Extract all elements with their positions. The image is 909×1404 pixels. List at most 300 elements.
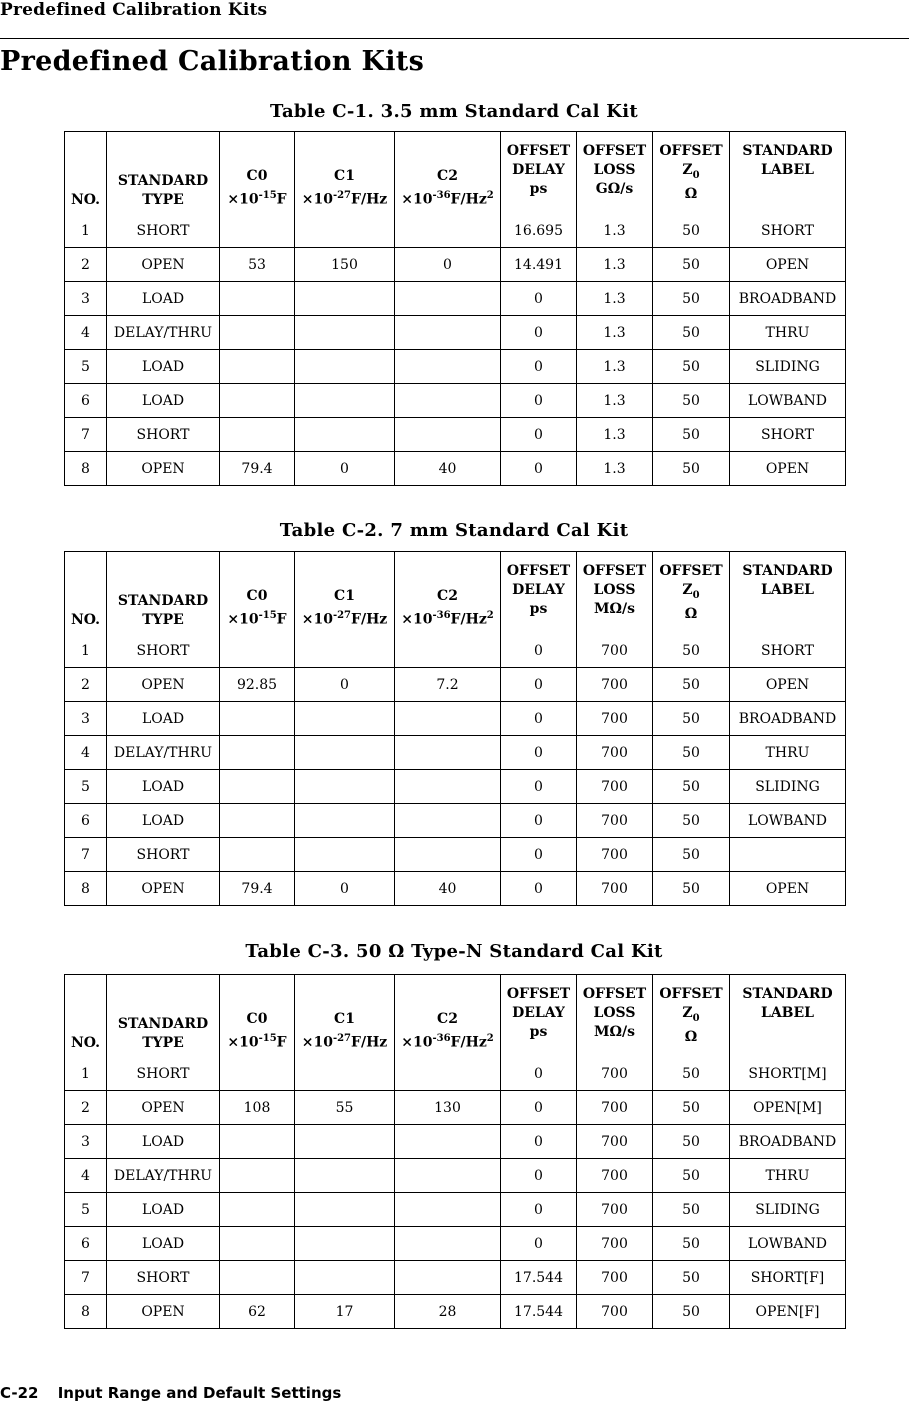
table-row: [65, 418, 846, 452]
cell-standard-label: [730, 838, 846, 872]
cell-c1: [295, 838, 395, 872]
cell-no: 3: [65, 1125, 107, 1159]
col-header-c1: [295, 975, 395, 1058]
cell-offset-delay: 0: [501, 282, 577, 316]
cell-no: 4: [65, 736, 107, 770]
cell-offset-delay: 0: [501, 872, 577, 906]
cell-standard-type: OPEN: [107, 1091, 220, 1125]
cell-c2: [395, 1261, 501, 1295]
cell-c0: [220, 1159, 295, 1193]
header-row: [65, 132, 846, 215]
cell-c1: [295, 1227, 395, 1261]
cell-c1: [295, 770, 395, 804]
cell-standard-type: SHORT: [107, 1057, 220, 1091]
cell-c2: [395, 1227, 501, 1261]
header-text: C2: [437, 588, 458, 605]
cell-standard-label: SLIDING: [730, 770, 846, 804]
cell-offset-delay: 0: [501, 452, 577, 486]
cell-offset-z0: 50: [653, 316, 730, 350]
cell-offset-loss: 700: [577, 1125, 653, 1159]
cell-no: 7: [65, 1261, 107, 1295]
cell-offset-z0: 50: [653, 872, 730, 906]
cell-offset-delay: 0: [501, 838, 577, 872]
cell-c1: [295, 282, 395, 316]
cell-standard-type: SHORT: [107, 838, 220, 872]
cell-standard-label: LOWBAND: [730, 804, 846, 838]
cell-offset-z0: 50: [653, 668, 730, 702]
cell-offset-delay: 14.491: [501, 248, 577, 282]
cell-offset-loss: 700: [577, 872, 653, 906]
col-header-c0: [220, 552, 295, 635]
header-text: OFFSET: [582, 986, 647, 1002]
col-header-c1: [295, 552, 395, 635]
cell-no: 1: [65, 1057, 107, 1091]
header-text: GΩ/s: [595, 181, 634, 197]
cell-standard-type: OPEN: [107, 668, 220, 702]
cell-standard-type: DELAY/THRU: [107, 1159, 220, 1193]
cell-c2: [395, 1125, 501, 1159]
cell-standard-label: BROADBAND: [730, 282, 846, 316]
cell-c0: [220, 1261, 295, 1295]
header-text: OFFSET: [582, 143, 647, 159]
header-text: Ω: [684, 1028, 698, 1045]
table-row: [65, 702, 846, 736]
page-title: Predefined Calibration Kits: [0, 46, 425, 77]
cell-c2: [395, 736, 501, 770]
cell-standard-type: LOAD: [107, 384, 220, 418]
cell-standard-label: THRU: [730, 736, 846, 770]
col-header-offset-z0: [653, 552, 730, 635]
header-text: C1: [334, 168, 355, 185]
cell-offset-loss: 1.3: [577, 282, 653, 316]
header-text: NO.: [70, 612, 101, 628]
subscript: 0: [692, 169, 700, 181]
header-text: Z: [682, 582, 693, 598]
cell-c2: [395, 384, 501, 418]
cell-standard-label: OPEN[F]: [730, 1295, 846, 1329]
table-row: [65, 872, 846, 906]
header-text: F/Hz: [450, 1035, 487, 1051]
cell-c2: 0: [395, 248, 501, 282]
col-header-no: [65, 132, 107, 215]
cell-c1: [295, 384, 395, 418]
table-row: [65, 214, 846, 248]
header-text: TYPE: [142, 1035, 184, 1051]
cell-offset-loss: 700: [577, 634, 653, 668]
cell-offset-delay: 0: [501, 1125, 577, 1159]
cell-offset-loss: 700: [577, 1159, 653, 1193]
cell-offset-delay: 0: [501, 1057, 577, 1091]
table-row: [65, 316, 846, 350]
col-header-no: [65, 552, 107, 635]
table-row: [65, 1159, 846, 1193]
col-header-offset-z0: [653, 132, 730, 215]
cell-standard-type: SHORT: [107, 634, 220, 668]
cell-c0: 53: [220, 248, 295, 282]
cell-offset-delay: 0: [501, 736, 577, 770]
cell-c2: [395, 838, 501, 872]
cell-offset-loss: 1.3: [577, 214, 653, 248]
cell-no: 5: [65, 770, 107, 804]
header-text: TYPE: [142, 192, 184, 208]
header-text: Ω: [684, 185, 698, 202]
table-caption: Table C-1. 3.5 mm Standard Cal Kit: [269, 101, 638, 122]
header-text: ×10: [401, 1035, 433, 1051]
header-text: Ω: [684, 605, 698, 622]
cell-c0: [220, 736, 295, 770]
cell-c0: [220, 702, 295, 736]
table-row: [65, 384, 846, 418]
cell-c0: [220, 1193, 295, 1227]
cell-offset-z0: 50: [653, 248, 730, 282]
header-rule: [0, 38, 909, 39]
header-text: F/Hz: [450, 192, 487, 208]
cell-offset-delay: 0: [501, 668, 577, 702]
header-text: TYPE: [142, 612, 184, 628]
header-text: OFFSET: [659, 563, 723, 579]
cell-offset-loss: 700: [577, 770, 653, 804]
cell-offset-delay: 0: [501, 1159, 577, 1193]
cell-standard-label: OPEN[M]: [730, 1091, 846, 1125]
cell-offset-delay: 0: [501, 634, 577, 668]
cell-offset-loss: 700: [577, 1261, 653, 1295]
cell-offset-z0: 50: [653, 282, 730, 316]
col-header-standard-label: [730, 132, 846, 215]
cell-c0: 92.85: [220, 668, 295, 702]
col-header-c0: [220, 132, 295, 215]
header-text: STANDARD: [117, 1016, 209, 1032]
cell-c1: [295, 1261, 395, 1295]
cell-no: 1: [65, 634, 107, 668]
cell-no: 5: [65, 350, 107, 384]
cell-no: 6: [65, 384, 107, 418]
cell-c1: [295, 1125, 395, 1159]
cell-no: 8: [65, 872, 107, 906]
cell-c2: [395, 1193, 501, 1227]
cell-c0: [220, 1125, 295, 1159]
cell-offset-delay: 0: [501, 1091, 577, 1125]
exponent: 2: [486, 190, 494, 202]
cell-c2: [395, 702, 501, 736]
cell-c2: 40: [395, 872, 501, 906]
cell-standard-type: SHORT: [107, 214, 220, 248]
cell-no: 6: [65, 1227, 107, 1261]
cell-offset-z0: 50: [653, 1261, 730, 1295]
exponent: -27: [332, 1033, 352, 1045]
header-text: F/Hz: [351, 612, 388, 628]
cell-offset-delay: 16.695: [501, 214, 577, 248]
header-text: LABEL: [760, 162, 815, 178]
cell-c0: 62: [220, 1295, 295, 1329]
cell-offset-delay: 0: [501, 702, 577, 736]
header-text: MΩ/s: [594, 601, 635, 617]
cell-no: 3: [65, 702, 107, 736]
cell-standard-type: SHORT: [107, 418, 220, 452]
cell-offset-loss: 1.3: [577, 418, 653, 452]
cell-c2: [395, 282, 501, 316]
header-text: ×10: [227, 192, 259, 208]
col-header-offset-delay: [501, 552, 577, 635]
cell-offset-delay: 0: [501, 1227, 577, 1261]
header-text: NO.: [70, 192, 101, 208]
header-text: ×10: [301, 1035, 333, 1051]
cell-c1: [295, 316, 395, 350]
header-text: NO.: [70, 1035, 101, 1051]
col-header-c2: [395, 552, 501, 635]
cell-standard-label: SLIDING: [730, 350, 846, 384]
cell-no: 2: [65, 1091, 107, 1125]
cell-c2: [395, 418, 501, 452]
header-text: DELAY: [512, 582, 565, 598]
col-header-offset-loss: [577, 132, 653, 215]
cell-offset-delay: 0: [501, 1193, 577, 1227]
cell-offset-loss: 700: [577, 1193, 653, 1227]
header-text: ps: [529, 1024, 548, 1040]
cell-offset-z0: 50: [653, 702, 730, 736]
cell-c2: [395, 350, 501, 384]
cell-standard-label: SLIDING: [730, 1193, 846, 1227]
cell-standard-type: OPEN: [107, 248, 220, 282]
header-text: STANDARD: [742, 563, 833, 579]
table-row: [65, 282, 846, 316]
header-text: ×10: [227, 612, 259, 628]
cell-c1: 0: [295, 872, 395, 906]
cell-c0: [220, 418, 295, 452]
cell-c2: [395, 804, 501, 838]
table-row: [65, 350, 846, 384]
table-row: [65, 838, 846, 872]
cell-standard-type: OPEN: [107, 1295, 220, 1329]
header-text: F/Hz: [351, 1035, 388, 1051]
cell-no: 8: [65, 452, 107, 486]
header-text: ×10: [401, 192, 433, 208]
cell-offset-loss: 1.3: [577, 452, 653, 486]
cell-standard-label: LOWBAND: [730, 1227, 846, 1261]
cell-offset-loss: 700: [577, 1295, 653, 1329]
cell-offset-loss: 1.3: [577, 384, 653, 418]
cell-standard-type: LOAD: [107, 1125, 220, 1159]
header-text: STANDARD: [742, 143, 833, 159]
cell-offset-delay: 0: [501, 384, 577, 418]
cell-offset-z0: 50: [653, 1227, 730, 1261]
header-text: C2: [437, 1011, 458, 1028]
exponent: -36: [432, 610, 451, 622]
cell-c1: 0: [295, 452, 395, 486]
header-text: OFFSET: [659, 143, 723, 159]
cell-offset-loss: 700: [577, 1057, 653, 1091]
cell-offset-z0: 50: [653, 770, 730, 804]
header-text: ×10: [301, 612, 333, 628]
cell-standard-type: LOAD: [107, 282, 220, 316]
cell-c1: [295, 1193, 395, 1227]
cell-c0: [220, 804, 295, 838]
cell-standard-type: LOAD: [107, 1193, 220, 1227]
header-text: OFFSET: [659, 986, 723, 1002]
cell-c0: [220, 214, 295, 248]
table-row: [65, 668, 846, 702]
header-text: ps: [529, 181, 548, 197]
header-text: C1: [334, 588, 355, 605]
table-row: [65, 248, 846, 282]
header-text: C0: [246, 588, 268, 605]
cell-offset-z0: 50: [653, 1159, 730, 1193]
cell-standard-label: SHORT: [730, 214, 846, 248]
cell-c0: [220, 634, 295, 668]
table-row: [65, 1295, 846, 1329]
cell-no: 1: [65, 214, 107, 248]
header-text: OFFSET: [582, 563, 647, 579]
cell-no: 2: [65, 668, 107, 702]
cell-standard-label: SHORT[F]: [730, 1261, 846, 1295]
exponent: -36: [432, 190, 451, 202]
col-header-standard-type: [107, 975, 220, 1058]
page-footer: [0, 1384, 355, 1402]
header-text: STANDARD: [742, 986, 833, 1002]
cell-c0: [220, 384, 295, 418]
header-text: OFFSET: [506, 986, 571, 1002]
header-text: OFFSET: [506, 563, 571, 579]
cell-c0: [220, 350, 295, 384]
table-row: [65, 1227, 846, 1261]
header-text: ps: [529, 601, 548, 617]
table-row: [65, 1091, 846, 1125]
header-text: LOSS: [593, 1005, 636, 1021]
cell-c2: [395, 316, 501, 350]
subscript: 0: [692, 1012, 700, 1024]
col-header-c1: [295, 132, 395, 215]
cell-offset-loss: 700: [577, 736, 653, 770]
cell-c0: [220, 1227, 295, 1261]
cell-c0: [220, 838, 295, 872]
header-text: DELAY: [512, 1005, 565, 1021]
cell-no: 7: [65, 418, 107, 452]
cell-no: 6: [65, 804, 107, 838]
cell-c2: [395, 1057, 501, 1091]
cell-offset-z0: 50: [653, 350, 730, 384]
cell-offset-z0: 50: [653, 452, 730, 486]
exponent: -15: [258, 190, 277, 202]
header-text: OFFSET: [506, 143, 571, 159]
cell-offset-loss: 1.3: [577, 248, 653, 282]
cell-offset-z0: 50: [653, 838, 730, 872]
col-header-standard-type: [107, 552, 220, 635]
cell-no: 3: [65, 282, 107, 316]
table-row: [65, 452, 846, 486]
header-text: F: [276, 612, 287, 628]
header-text: F: [276, 1035, 287, 1051]
cell-standard-label: THRU: [730, 316, 846, 350]
cell-standard-label: BROADBAND: [730, 702, 846, 736]
cell-no: 5: [65, 1193, 107, 1227]
cell-c2: 40: [395, 452, 501, 486]
cell-c1: 0: [295, 668, 395, 702]
table-row: [65, 634, 846, 668]
cell-no: 7: [65, 838, 107, 872]
header-text: STANDARD: [117, 593, 209, 609]
table-row: [65, 736, 846, 770]
cal-kit-table: [64, 551, 846, 906]
col-header-offset-z0: [653, 975, 730, 1058]
cell-c0: [220, 770, 295, 804]
cell-offset-loss: 1.3: [577, 350, 653, 384]
cell-offset-loss: 1.3: [577, 316, 653, 350]
cell-offset-z0: 50: [653, 1295, 730, 1329]
header-text: LABEL: [760, 1005, 815, 1021]
cell-offset-z0: 50: [653, 1125, 730, 1159]
header-text: C0: [246, 168, 268, 185]
cell-c1: [295, 1159, 395, 1193]
subscript: 0: [692, 589, 700, 601]
col-header-offset-loss: [577, 975, 653, 1058]
exponent: -36: [432, 1033, 451, 1045]
cell-standard-label: SHORT[M]: [730, 1057, 846, 1091]
exponent: -15: [258, 1033, 277, 1045]
cell-standard-label: SHORT: [730, 418, 846, 452]
exponent: -27: [332, 610, 352, 622]
header-text: MΩ/s: [594, 1024, 635, 1040]
table-row: [65, 1261, 846, 1295]
cell-standard-type: DELAY/THRU: [107, 316, 220, 350]
cell-standard-type: LOAD: [107, 702, 220, 736]
cell-standard-label: OPEN: [730, 668, 846, 702]
header-text: DELAY: [512, 162, 565, 178]
header-text: LABEL: [760, 582, 815, 598]
cell-standard-type: DELAY/THRU: [107, 736, 220, 770]
exponent: -27: [332, 190, 352, 202]
cell-c0: [220, 1057, 295, 1091]
header-text: F/Hz: [450, 612, 487, 628]
cell-offset-loss: 700: [577, 838, 653, 872]
exponent: 2: [486, 1033, 494, 1045]
page-number: C-22: [0, 1384, 39, 1402]
cell-offset-z0: 50: [653, 384, 730, 418]
cell-c1: 55: [295, 1091, 395, 1125]
header-text: Z: [682, 1005, 693, 1021]
cell-c1: [295, 804, 395, 838]
cell-offset-z0: 50: [653, 1193, 730, 1227]
cell-standard-type: LOAD: [107, 1227, 220, 1261]
cell-c2: 7.2: [395, 668, 501, 702]
cell-c1: [295, 418, 395, 452]
cell-c2: [395, 770, 501, 804]
cell-c0: 108: [220, 1091, 295, 1125]
cell-standard-type: LOAD: [107, 350, 220, 384]
cell-offset-loss: 700: [577, 804, 653, 838]
cell-c2: 28: [395, 1295, 501, 1329]
cell-c2: [395, 1159, 501, 1193]
cal-kit-table: [64, 974, 846, 1329]
cell-c2: 130: [395, 1091, 501, 1125]
cell-offset-delay: 17.544: [501, 1295, 577, 1329]
col-header-offset-loss: [577, 552, 653, 635]
col-header-standard-label: [730, 975, 846, 1058]
exponent: -15: [258, 610, 277, 622]
header-text: F/Hz: [351, 192, 388, 208]
col-header-c2: [395, 132, 501, 215]
cell-offset-delay: 0: [501, 770, 577, 804]
cell-standard-label: LOWBAND: [730, 384, 846, 418]
col-header-no: [65, 975, 107, 1058]
cell-c1: [295, 736, 395, 770]
cell-c1: 150: [295, 248, 395, 282]
header-text: Z: [682, 162, 693, 178]
cell-c0: 79.4: [220, 452, 295, 486]
table-row: [65, 804, 846, 838]
header-text: F: [276, 192, 287, 208]
table-row: [65, 1057, 846, 1091]
cell-no: 2: [65, 248, 107, 282]
section-name: Input Range and Default Settings: [57, 1384, 342, 1402]
